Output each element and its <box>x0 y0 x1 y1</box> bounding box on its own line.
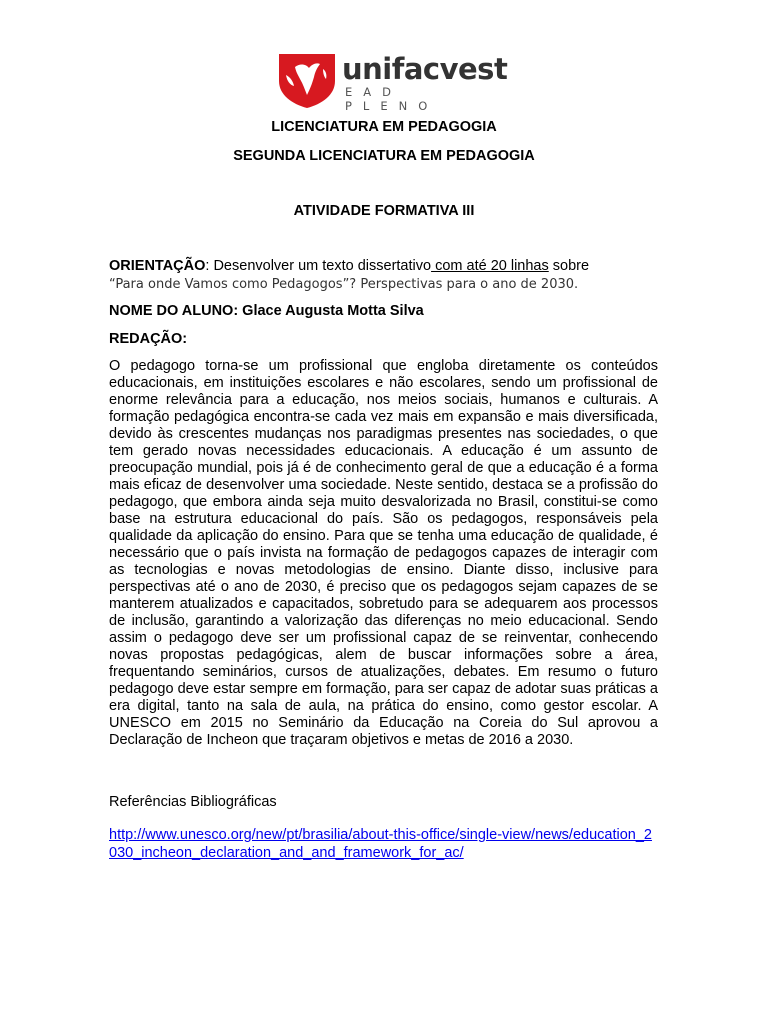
guidance-text-after: sobre <box>548 258 590 274</box>
essay-label: REDAÇÃO: <box>109 331 188 347</box>
program-heading: SEGUNDA LICENCIATURA EM PEDAGOGIA <box>233 148 535 164</box>
references-label: Referências Bibliográficas <box>109 794 277 810</box>
essay-body: O pedagogo torna-se um profissional que engloba diretamente os conteúdos educacionais, em instituições escolares e não escolares, sendo um profissional de enorme relevância para a educação, nos meios sociais, humanos e culturais. A formação pedagógica encontra-se cada vez mais em expansão e mais diversificada, devido às crescentes mudanças nos paradigmas presentes nas sociedades, o que tem gerado novas necessidades educacionais. A educação é um assunto de preocupação mundial, pois já é de conhecimento geral de que a educação é a forma mais eficaz de desenvolver uma sociedade. Neste sentido, destaca se a profissão do pedagogo, que embora ainda seja muito desvalorizada no Brasil, constitui-se como base na estrutura educacional do país. São os pedagogos, responsáveis pela qualidade da aplicação do ensino. Para que se tenha uma educação de qualidade, é necessário que o país invista na formação de pedagogos capazes de interagir com as tecnologias e novas metodologias de ensino. Diante disso, inclusive para perspectivas até o ano de 2030, é preciso que os pedagogos sejam capazes de se manterem atualizados e capacitados, sobretudo para se adequarem aos processos de inclusão, garantindo a valorização das diferenças no meio educacional. Sendo assim o pedagogo deve ser um profissional capaz de se reinventar, conhecendo novas propostas pedagógicas, alem de buscar informações sobre a área, frequentando seminários, cursos de atualizações, debates. Em resumo o futuro pedagogo deve estar sempre em formação, para ser capaz de adotar suas práticas a era digital, tanto na sala de aula, na prática do ensino, como gestor escolar. A UNESCO em 2015 no Seminário da Educação na Coreia do Sul aprovou a Declaração de Incheon que traçaram objetivos e metas de 2016 a 2030. <box>109 358 658 748</box>
reference-link[interactable]: http://www.unesco.org/new/pt/brasilia/about-this-office/single-view/news/education_2030_incheon_declaration_and_and_framework_for_ac/ <box>109 827 652 861</box>
brand-name: unifacvest <box>342 52 508 86</box>
guidance-underlined: com até 20 linhas <box>431 258 549 274</box>
guidance-line <box>109 258 669 275</box>
guidance-label: ORIENTAÇÃO <box>109 258 206 274</box>
student-name-line: NOME DO ALUNO: Glace Augusta Motta Silva <box>109 303 424 319</box>
shield-logo-icon <box>276 51 338 109</box>
unifacvest-logo <box>276 51 508 113</box>
guidance-topic: “Para onde Vamos como Pedagogos”? Perspectivas para o ano de 2030. <box>109 277 579 292</box>
guidance-text-before: : Desenvolver um texto dissertativo <box>205 258 432 274</box>
activity-heading: ATIVIDADE FORMATIVA III <box>293 203 475 219</box>
course-heading: LICENCIATURA EM PEDAGOGIA <box>271 119 497 135</box>
brand-tagline: EAD PLENO <box>345 85 439 113</box>
